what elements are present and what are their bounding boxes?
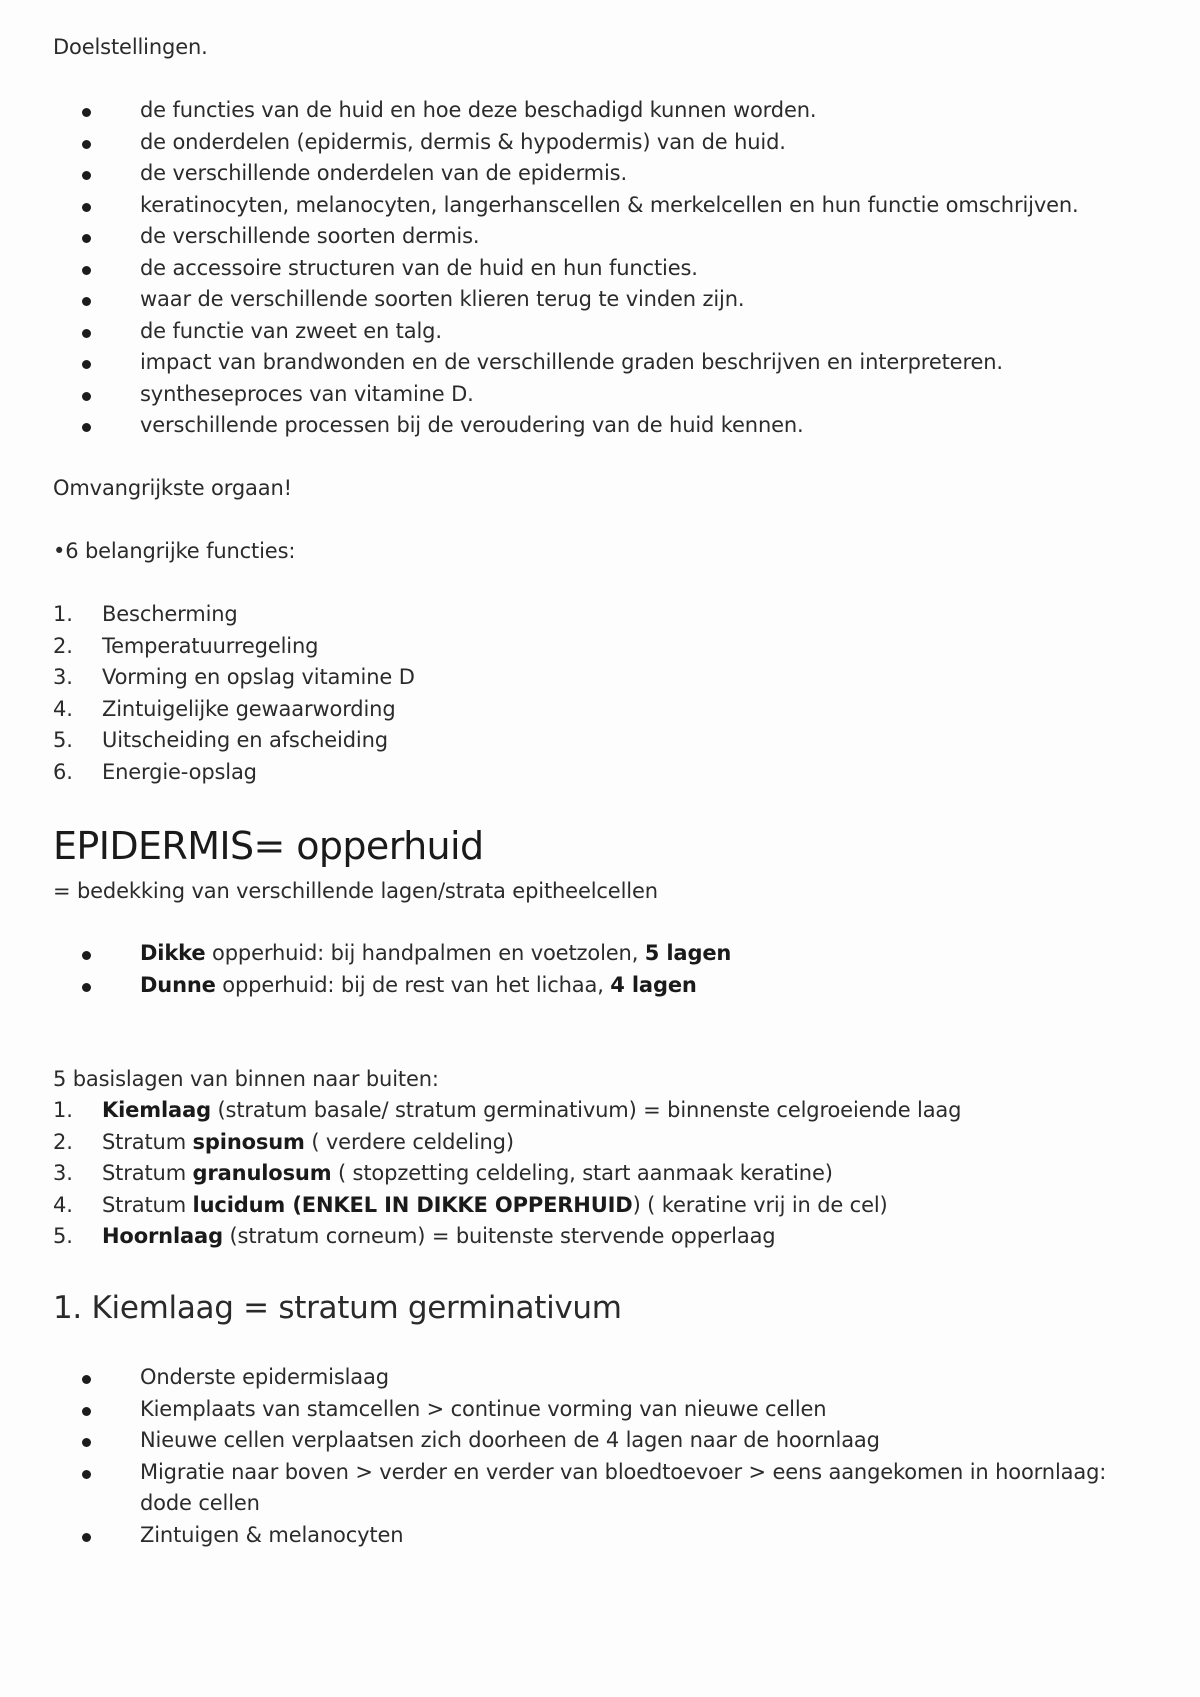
kiemlaag-list <box>53 1362 1140 1551</box>
list-item: de functie van zweet en talg. <box>53 316 1140 348</box>
layers-intro-wrap <box>53 1064 1140 1096</box>
epidermis-title: EPIDERMIS= opperhuid <box>53 824 484 868</box>
list-item: de verschillende soorten dermis. <box>53 221 1140 253</box>
list-item: Dikke opperhuid: bij handpalmen en voetzolen, 5 lagen <box>53 938 1140 970</box>
layers-list <box>53 1095 1140 1253</box>
kiemlaag-list-wrap <box>53 1362 1140 1551</box>
list-item: de onderdelen (epidermis, dermis & hypodermis) van de huid. <box>53 127 1140 159</box>
list-item: 1. Kiemlaag (stratum basale/ stratum germinativum) = binnenste celgroeiende laag <box>53 1098 962 1122</box>
list-item: syntheseproces van vitamine D. <box>53 379 1140 411</box>
list-item: 3. Stratum granulosum ( stopzetting celdeling, start aanmaak keratine) <box>53 1161 833 1185</box>
bullet-icon <box>82 329 91 338</box>
layers-intro: 5 basislagen van binnen naar buiten: <box>53 1067 439 1091</box>
organ-note: Omvangrijkste orgaan! <box>53 476 292 500</box>
objectives-list <box>53 95 1140 442</box>
list-item: Kiemplaats van stamcellen > continue vorming van nieuwe cellen <box>53 1394 1140 1426</box>
bullet-icon <box>82 140 91 149</box>
bullet-icon <box>82 203 91 212</box>
list-item: de accessoire structuren van de huid en hun functies. <box>53 253 1140 285</box>
bullet-icon <box>82 423 91 432</box>
list-item: impact van brandwonden en de verschillende graden beschrijven en interpreteren. <box>53 347 1140 379</box>
list-item: de functies van de huid en hoe deze beschadigd kunnen worden. <box>53 95 1140 127</box>
list-item: 2. Temperatuurregeling <box>53 633 319 658</box>
organ-note-wrap <box>53 473 1140 505</box>
bullet-icon <box>82 297 91 306</box>
functions-intro-wrap <box>53 536 1140 568</box>
list-item: 4. Zintuigelijke gewaarwording <box>53 696 396 721</box>
bullet-icon <box>82 266 91 275</box>
functions-list-wrap <box>53 599 1140 788</box>
list-item: 6. Energie-opslag <box>53 759 257 784</box>
functions-intro: •6 belangrijke functies: <box>53 539 296 563</box>
objectives-heading: Doelstellingen. <box>53 35 208 59</box>
epidermis-types-list <box>53 938 1140 1001</box>
kiemlaag-title: 1. Kiemlaag = stratum germinativum <box>53 1290 622 1326</box>
bullet-icon <box>82 1470 91 1479</box>
bullet-icon <box>82 1375 91 1384</box>
list-item: de verschillende onderdelen van de epidermis. <box>53 158 1140 190</box>
list-item: Onderste epidermislaag <box>53 1362 1140 1394</box>
bullet-icon <box>82 360 91 369</box>
bullet-icon <box>82 951 91 960</box>
epidermis-title-wrap <box>53 824 1140 868</box>
kiemlaag-title-wrap <box>53 1288 1140 1328</box>
list-item: 1. Bescherming <box>53 602 238 626</box>
epidermis-subtitle: = bedekking van verschillende lagen/strata epitheelcellen <box>53 879 658 903</box>
list-item: keratinocyten, melanocyten, langerhanscellen & merkelcellen en hun functie omschrijven. <box>53 190 1140 222</box>
layers-list-wrap <box>53 1095 1140 1253</box>
list-item: 5. Uitscheiding en afscheiding <box>53 728 388 752</box>
bullet-icon <box>82 234 91 243</box>
list-item: 2. Stratum spinosum ( verdere celdeling) <box>53 1129 514 1154</box>
list-item: 3. Vorming en opslag vitamine D <box>53 665 415 689</box>
list-item: 5. Hoornlaag (stratum corneum) = buitenste stervende opperlaag <box>53 1224 776 1248</box>
list-item: verschillende processen bij de veroudering van de huid kennen. <box>53 410 1140 442</box>
functions-list <box>53 599 1140 788</box>
objectives-list-wrap <box>53 95 1140 442</box>
objectives-section <box>53 32 1140 64</box>
list-item: Zintuigen & melanocyten <box>53 1520 1140 1552</box>
bullet-icon <box>82 983 91 992</box>
list-item: Nieuwe cellen verplaatsen zich doorheen de 4 lagen naar de hoornlaag <box>53 1425 1140 1457</box>
bullet-icon <box>82 1438 91 1447</box>
list-item: waar de verschillende soorten klieren terug te vinden zijn. <box>53 284 1140 316</box>
bullet-icon <box>82 392 91 401</box>
bullet-icon <box>82 108 91 117</box>
list-item: Migratie naar boven > verder en verder van bloedtoevoer > eens aangekomen in hoornlaag: dode cellen <box>53 1457 1140 1520</box>
bullet-icon <box>82 1407 91 1416</box>
bullet-icon <box>82 1533 91 1542</box>
epidermis-types-wrap <box>53 938 1140 1001</box>
list-item: 4. Stratum lucidum (ENKEL IN DIKKE OPPERHUID) ( keratine vrij in de cel) <box>53 1192 888 1217</box>
bullet-icon <box>82 171 91 180</box>
list-item: Dunne opperhuid: bij de rest van het lichaa, 4 lagen <box>53 970 1140 1002</box>
epidermis-subtitle-wrap <box>53 876 1140 908</box>
